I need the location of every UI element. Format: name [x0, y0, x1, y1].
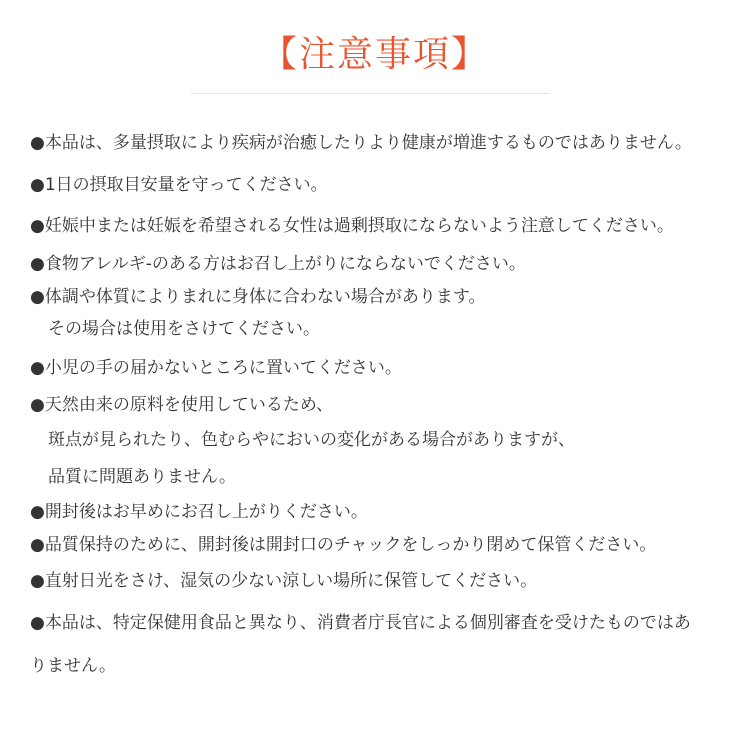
caution-item-effect: ●本品は、多量摂取により疾病が治癒したりより健康が増進するものではありません。	[30, 133, 692, 153]
caution-item-storage-zipper: ●品質保持のために、開封後は開封口のチャックをしっかり閉めて保管ください。	[30, 535, 657, 555]
caution-item-natural-ingredients-cont2: 品質に問題ありません。	[48, 467, 237, 487]
caution-item-constitution-cont: その場合は使用をさけてください。	[48, 319, 320, 339]
page-title: 【注意事項】	[260, 34, 489, 75]
caution-item-pregnancy: ●妊娠中または妊娠を希望される女性は過剰摂取にならないよう注意してください。	[30, 216, 674, 236]
caution-item-after-opening: ●開封後はお早めにお召し上がりください。	[30, 502, 368, 522]
caution-item-children: ●小児の手の届かないところに置いてください。	[30, 358, 402, 378]
title-divider	[190, 93, 550, 94]
caution-item-allergy: ●食物アレルギ-のある方はお召し上がりにならないでください。	[30, 254, 526, 274]
caution-item-not-foshu: ●本品は、特定保健用食品と異なり、消費者庁長官による個別審査を受けたものではあ	[30, 613, 691, 633]
caution-item-constitution: ●体調や体質によりまれに身体に合わない場合があります。	[30, 287, 486, 307]
caution-item-not-foshu-cont: りません。	[30, 656, 117, 676]
caution-item-daily-amount: ●1日の摂取目安量を守ってください。	[30, 175, 328, 195]
caution-item-natural-ingredients: ●天然由来の原料を使用しているため、	[30, 395, 334, 415]
caution-item-natural-ingredients-cont1: 斑点が見られたり、色むらやにおいの変化がある場合がありますが、	[48, 430, 575, 450]
caution-item-storage-place: ●直射日光をさけ、湿気の少ない涼しい場所に保管してください。	[30, 571, 538, 591]
